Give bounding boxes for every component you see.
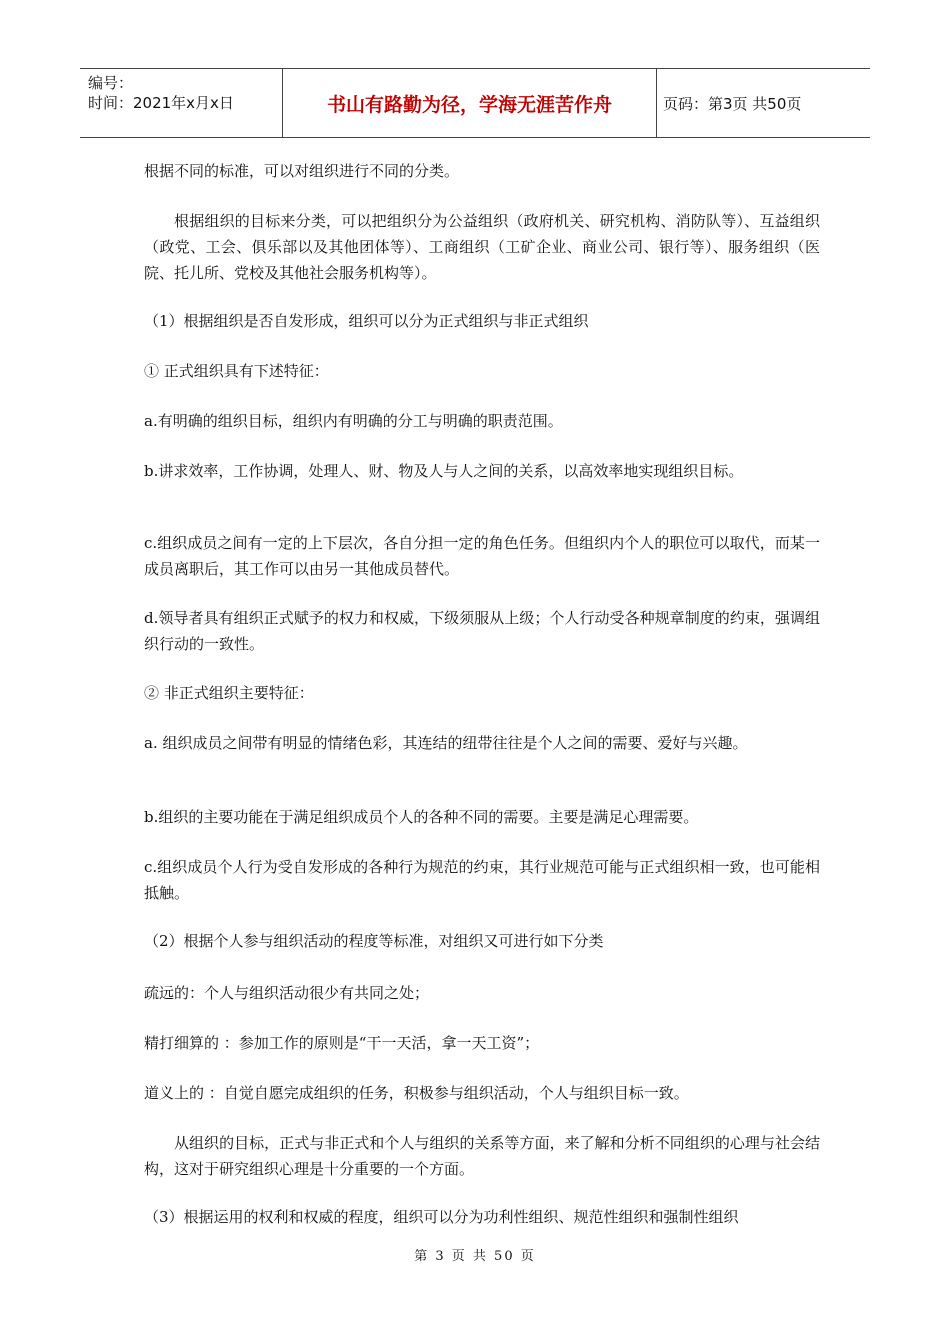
section-heading: （1）根据组织是否自发形成，组织可以分为正式组织与非正式组织 xyxy=(144,312,589,330)
list-item: c.组织成员之间有一定的上下层次，各自分担一定的角色任务。但组织内个人的职位可以取代，而某一成员离职后，其工作可以由另一其他成员替代。 xyxy=(144,534,820,578)
list-item: b.组织的主要功能在于满足组织成员个人的各种不同的需要。主要是满足心理需要。 xyxy=(144,808,699,826)
paragraph: 根据组织的目标来分类，可以把组织分为公益组织（政府机关、研究机构、消防队等）、互益组织（政党、工会、俱乐部以及其他团体等）、工商组织（工矿企业、商业公司、银行等）、服务组织（医院、托儿所、党校及其他社会服务机构等）。 xyxy=(144,212,820,282)
list-item: b.讲求效率，工作协调，处理人、财、物及人与人之间的关系，以高效率地实现组织目标。 xyxy=(144,462,744,480)
document-number-label: 编号： xyxy=(88,74,134,92)
list-item: 疏远的：个人与组织活动很少有共同之处； xyxy=(144,984,430,1002)
section-heading: （3）根据运用的权利和权威的程度，组织可以分为功利性组织、规范性组织和强制性组织 xyxy=(144,1208,739,1226)
page-footer: 第 3 页 共 50 页 xyxy=(414,1249,536,1264)
header-page-info: 页码：第3页 共50页 xyxy=(663,94,802,113)
header-motto: 书山有路勤为径，学海无涯苦作舟 xyxy=(283,69,657,137)
paragraph: 根据不同的标准，可以对组织进行不同的分类。 xyxy=(144,162,460,180)
list-item: 精打细算的 ：参加工作的原则是“干一天活，拿一天工资”； xyxy=(144,1034,540,1052)
section-heading: （2）根据个人参与组织活动的程度等标准，对组织又可进行如下分类 xyxy=(144,932,604,950)
list-item: 道义上的 ：自觉自愿完成组织的任务，积极参与组织活动，个人与组织目标一致。 xyxy=(144,1084,689,1102)
page-header xyxy=(80,68,870,138)
paragraph: 从组织的目标，正式与非正式和个人与组织的关系等方面，来了解和分析不同组织的心理与社会结构，这对于研究组织心理是十分重要的一个方面。 xyxy=(144,1134,820,1178)
list-item: a.有明确的组织目标，组织内有明确的分工与明确的职责范围。 xyxy=(144,412,563,430)
subsection-heading: ① 正式组织具有下述特征： xyxy=(144,362,329,380)
subsection-heading: ② 非正式组织主要特征： xyxy=(144,684,314,702)
list-item: c.组织成员个人行为受自发形成的各种行为规范的约束，其行业规范可能与正式组织相一致，也可能相抵触。 xyxy=(144,858,820,902)
list-item: a. 组织成员之间带有明显的情绪色彩，其连结的纽带往往是个人之间的需要、爱好与兴趣。 xyxy=(144,734,748,752)
list-item: d.领导者具有组织正式赋予的权力和权威，下级须服从上级；个人行动受各种规章制度的约束，强调组织行动的一致性。 xyxy=(144,609,820,653)
document-date: 时间：2021年x月x日 xyxy=(88,94,234,112)
header-meta xyxy=(80,69,283,137)
